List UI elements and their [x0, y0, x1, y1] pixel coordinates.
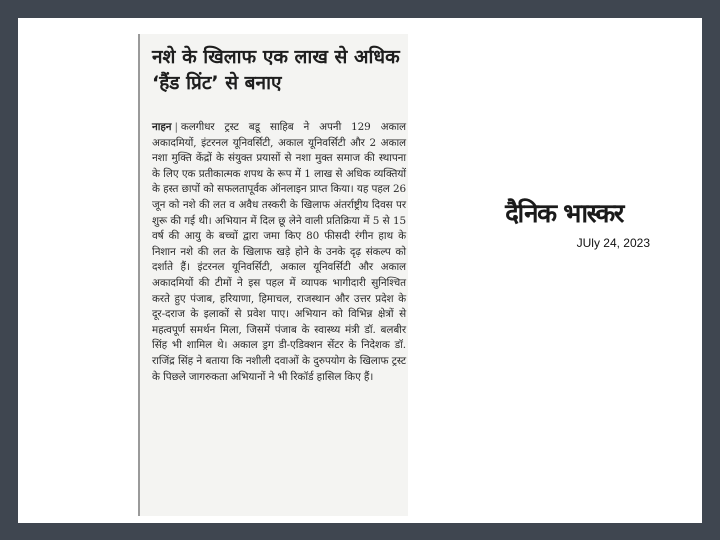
column-divider: [138, 34, 140, 516]
article-dateline: नाहन: [152, 121, 172, 133]
dateline-separator: |: [174, 121, 178, 133]
article-body-text: कलगीधर ट्रस्ट बडू साहिब ने अपनी 129 अकाल अकादमियों, इंटरनल यूनिवर्सिटी, अकाल यूनिवर्सिटी और 2 अकाल नशा मुक्ति केंद्रों के संयुक्त प्रयासों से नशा मुक्त समाज की स्थापना के लिए एक प्रतीकात्मक शपथ के रूप में 1 लाख से अधिक व्यक्तियों के हस्त छापों को सफलतापूर्वक ऑनलाइन प्राप्त किया। यह पहल 26 जून को नशे की लत व अवैध तस्करी के खिलाफ अंतर्राष्ट्रीय दिवस पर शुरू की गई थी। अभियान में दिल छू लेने वाली प्रतिक्रिया में 5 से 15 वर्ष की आयु के बच्चों द्वारा जमा किए 80 फीसदी रंगीन हाथ के निशान नशे की लत के खिलाफ खड़े होने के उनके दृढ़ संकल्प को दर्शाते हैं। इंटरनल यूनिवर्सिटी, अकाल यूनिवर्सिटी और अकाल अकादमियों की टीमों ने इस पहल में व्यापक भागीदारी सुनिश्चित करते हुए पंजाब, हरियाणा, हिमाचल, राजस्थान और उत्तर प्रदेश के दूर-दराज के इलाकों से प्रवेश पाए। अभियान को विभिन्न क्षेत्रों से महत्वपूर्ण समर्थन मिला, जिसमें पंजाब के स्वास्थ्य मंत्री डॉ. बलबीर सिंह भी शामिल थे। अकाल ड्रग डी-एडिक्शन सेंटर के निदेशक डॉ. राजिंद्र सिंह ने बताया कि नशीली दवाओं के दुरुपयोग के खिलाफ ट्रस्ट के पिछले जागरुकता अभियानों ने भी रिकॉर्ड हासिल किए हैं।: [152, 121, 406, 383]
newspaper-logo: दैनिक भास्कर: [505, 199, 623, 229]
article-body: [152, 120, 406, 385]
article-headline: नशे के खिलाफ एक लाख से अधिक ‘हैंड प्रिंट’ से बनाए: [152, 46, 400, 94]
slide: [18, 18, 702, 523]
publication-date: JUly 24, 2023: [576, 236, 650, 250]
newspaper-clipping: [138, 34, 408, 516]
